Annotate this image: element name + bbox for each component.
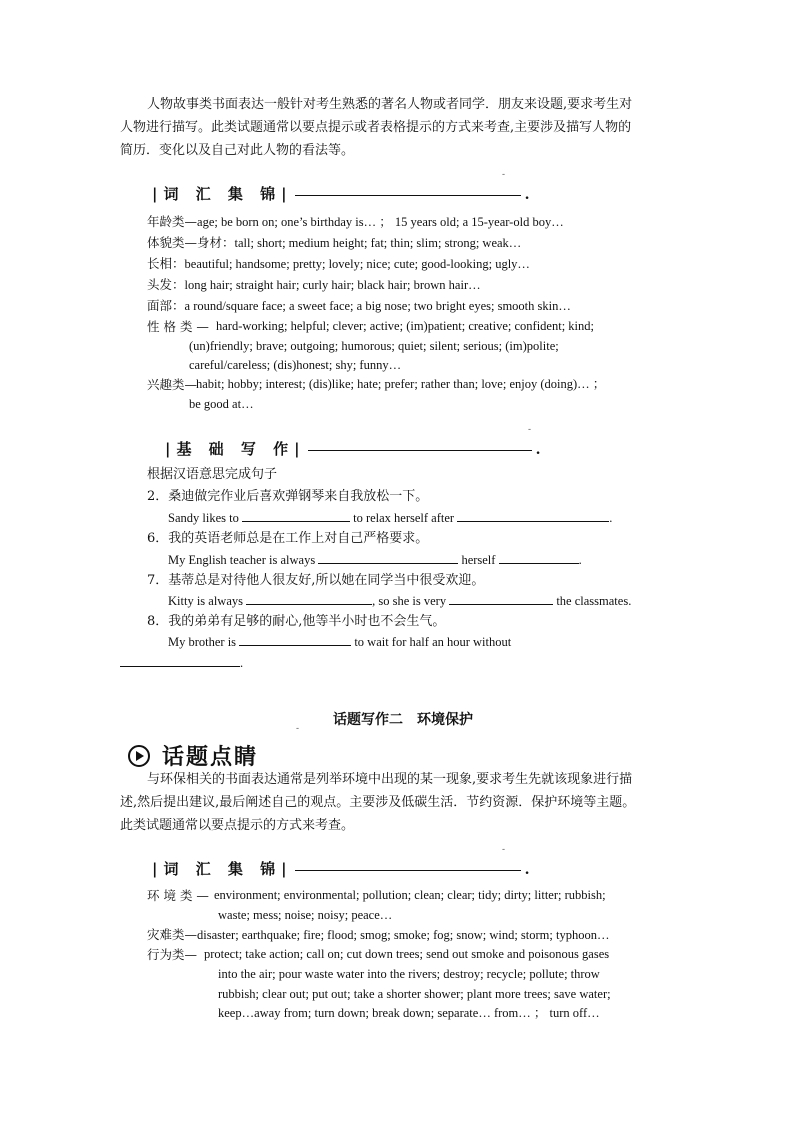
vocab-action-line-3: rubbish; clear out; put out; take a shorter shower; plant more trees; save water; xyxy=(218,987,611,1001)
vocab-personality-line-3: careful/careless; (dis)honest; shy; funny… xyxy=(189,358,402,372)
answer-blank[interactable] xyxy=(499,549,579,564)
sentence-end: . xyxy=(609,511,613,525)
exercise-8-continuation xyxy=(120,652,243,674)
sentence-part: My English teacher is always xyxy=(168,553,316,567)
vocab-row-looks xyxy=(147,254,530,275)
writing-header xyxy=(165,438,540,459)
vocab-personality-line-2: (un)friendly; brave; outgoing; humorous; quiet; silent; serious; (im)polite; xyxy=(189,339,559,353)
answer-blank[interactable] xyxy=(242,507,350,522)
sentence-part: Sandy likes to xyxy=(168,511,239,525)
sentence-part: to wait for half an hour without xyxy=(354,635,512,649)
play-circle-icon xyxy=(128,745,150,767)
vocab-text: long hair; straight hair; curly hair; black hair; brown hair… xyxy=(184,278,481,292)
sentence-end: . xyxy=(628,594,632,608)
exercise-8-english xyxy=(168,631,511,653)
vocab-disaster xyxy=(147,925,609,946)
vocab-text: beautiful; handsome; pretty; lovely; nice; cute; good-looking; ugly… xyxy=(184,257,530,271)
vocab-header-label: |词 汇 集 锦| xyxy=(152,860,293,878)
intro-line-2: 人物进行描写。此类试题通常以要点提示或者表格提示的方式来考查,主要涉及描写人物的 xyxy=(120,120,632,135)
sentence-part: , so she is very xyxy=(372,594,447,608)
header-dot: . xyxy=(535,442,541,458)
vocab-env-label: 环 境 类 — xyxy=(147,888,209,903)
exercise-8-chinese: 8．我的弟弟有足够的耐心,他等半小时也不会生气。 xyxy=(147,614,446,629)
header-rule xyxy=(295,870,521,871)
answer-blank[interactable] xyxy=(246,590,372,605)
vocab-label: 体貌类—身材： xyxy=(147,235,235,250)
answer-blank[interactable] xyxy=(318,549,458,564)
topic-banner-label: 话题点睛 xyxy=(162,744,259,770)
vocab-label: 面部： xyxy=(147,298,185,313)
vocab-header-1 xyxy=(152,183,529,204)
vocab-row-age xyxy=(147,212,564,233)
writing-instruction: 根据汉语意思完成句子 xyxy=(147,467,278,482)
intro-line-1: 人物故事类书面表达一般针对考生熟悉的著名人物或者同学．朋友来设题,要求考生对 xyxy=(147,97,633,112)
sentence-part: herself xyxy=(461,553,496,567)
intro2-line-3: 此类试题通常以要点提示的方式来考查。 xyxy=(120,818,355,833)
tick-mark: - xyxy=(502,845,506,855)
sentence-part: Kitty is always xyxy=(168,594,243,608)
answer-blank[interactable] xyxy=(457,507,609,522)
vocab-header-label: |词 汇 集 锦| xyxy=(152,185,293,203)
vocab-interest-line-1: habit; hobby; interest; (dis)like; hate; prefer; rather than; love; enjoy (doing)… ； xyxy=(196,377,606,391)
intro2-line-1: 与环保相关的书面表达通常是列举环境中出现的某一现象,要求考生先就该现象进行描 xyxy=(147,772,633,787)
answer-blank[interactable] xyxy=(239,631,351,646)
vocab-env-line-1: environment; environmental; pollution; clean; clear; tidy; dirty; litter; rubbish; xyxy=(214,888,606,902)
header-dot: . xyxy=(524,862,530,878)
answer-blank[interactable] xyxy=(449,590,553,605)
tick-mark: - xyxy=(528,425,532,435)
vocab-label: 长相： xyxy=(147,256,185,271)
exercise-7-chinese: 7．基蒂总是对待他人很友好,所以她在同学当中很受欢迎。 xyxy=(147,573,485,588)
vocab-row-hair xyxy=(147,275,481,296)
vocab-row-body xyxy=(147,233,521,254)
vocab-text: a round/square face; a sweet face; a big nose; two bright eyes; smooth skin… xyxy=(184,299,571,313)
sentence-end: . xyxy=(578,553,582,567)
vocab-text: age; be born on; one’s birthday is… ； 15 years old; a 15-year-old boy… xyxy=(197,215,564,229)
section-title: 话题写作二 环境保护 xyxy=(333,712,473,728)
sentence-part: the classmates xyxy=(556,594,629,608)
tick-mark: - xyxy=(502,170,506,180)
exercise-2-chinese: 2．桑迪做完作业后喜欢弹钢琴来自我放松一下。 xyxy=(147,489,429,504)
topic-banner xyxy=(128,740,258,771)
vocab-label: 头发： xyxy=(147,277,185,292)
vocab-env-line-2: waste; mess; noise; noisy; peace… xyxy=(218,908,393,922)
vocab-action-label: 行为类— xyxy=(147,947,198,962)
vocab-label: 灾难类— xyxy=(147,927,198,942)
tick-mark: - xyxy=(296,724,300,734)
vocab-action-line-4: keep…away from; turn down; break down; separate… from… ； turn off… xyxy=(218,1006,600,1020)
exercise-7-english xyxy=(168,590,631,612)
sentence-part: to relax herself after xyxy=(353,511,455,525)
vocab-text: disaster; earthquake; fire; flood; smog; smoke; fog; snow; wind; storm; typhoon… xyxy=(197,928,610,942)
exercise-6-english xyxy=(168,549,582,571)
sentence-part: My brother is xyxy=(168,635,237,649)
vocab-header-2 xyxy=(152,858,529,879)
answer-blank[interactable] xyxy=(120,652,240,667)
header-rule xyxy=(295,195,521,196)
vocab-action-line-1: protect; take action; call on; cut down trees; send out smoke and poisonous gases xyxy=(204,947,610,961)
vocab-interest-line-2: be good at… xyxy=(189,397,254,411)
vocab-personality-line-1: hard-working; helpful; clever; active; (im)patient; creative; confident; kind; xyxy=(216,319,594,333)
vocab-row-face xyxy=(147,296,571,317)
vocab-personality-label: 性 格 类 — xyxy=(147,319,209,334)
vocab-label: 年龄类— xyxy=(147,214,198,229)
exercise-2-english xyxy=(168,507,612,529)
header-dot: . xyxy=(524,187,530,203)
vocab-text: tall; short; medium height; fat; thin; slim; strong; weak… xyxy=(234,236,522,250)
vocab-interest-label: 兴趣类— xyxy=(147,377,198,392)
header-rule xyxy=(308,450,532,451)
sentence-end: . xyxy=(240,656,244,670)
intro2-line-2: 述,然后提出建议,最后阐述自己的观点。主要涉及低碳生活．节约资源．保护环境等主题。 xyxy=(120,795,636,810)
intro-line-3: 简历．变化以及自己对此人物的看法等。 xyxy=(120,143,355,158)
writing-header-label: |基 础 写 作| xyxy=(165,440,306,458)
exercise-6-chinese: 6．我的英语老师总是在工作上对自己严格要求。 xyxy=(147,531,429,546)
vocab-action-line-2: into the air; pour waste water into the rivers; destroy; recycle; pollute; throw xyxy=(218,967,600,981)
